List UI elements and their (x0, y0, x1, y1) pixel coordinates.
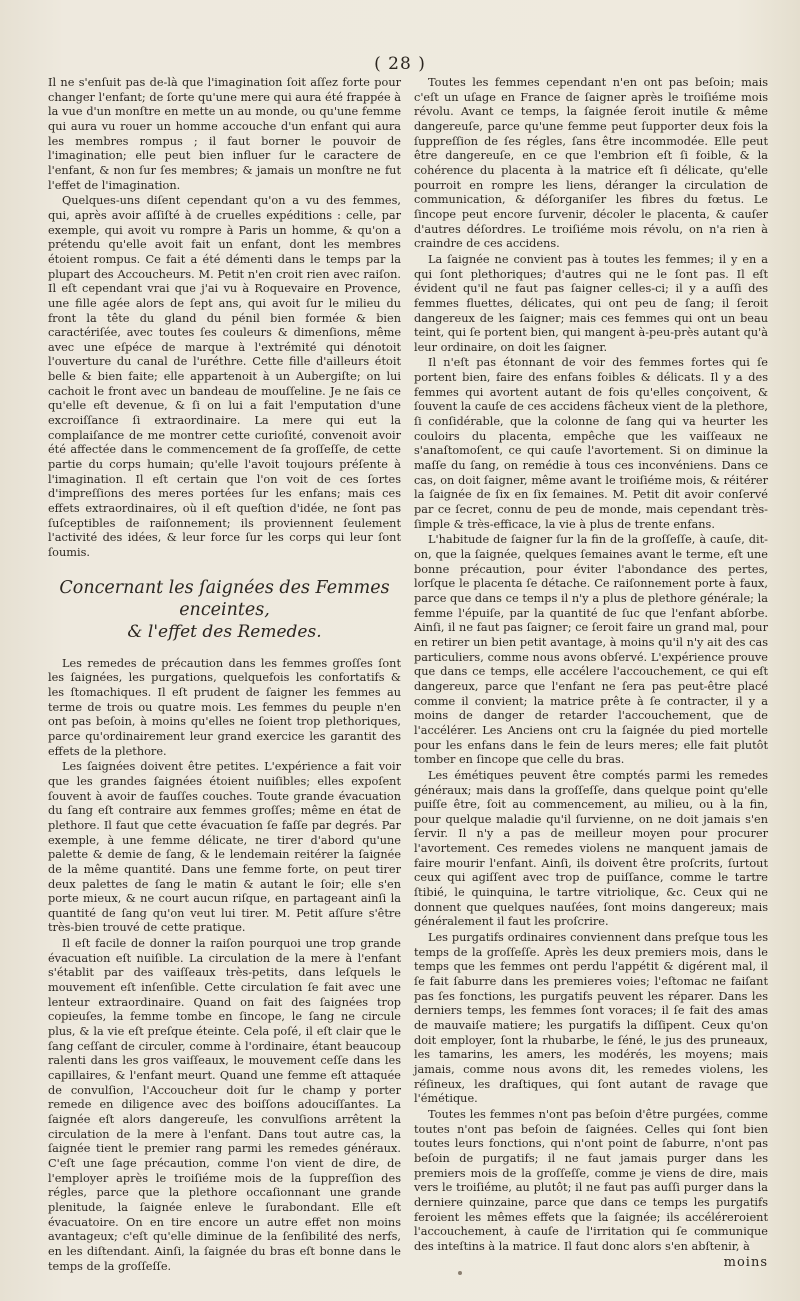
paragraph: Toutes les femmes cependant n'en ont pas beſoin; mais c'eſt un uſage en France de ſaigner après le troiſiéme mois révolu. Avant ce temps, la ſaignée ſeroit inutile & même dangereuſe, parce qu'une femme peut ſupporter deux fois la ſuppreſſion de ſes régles, ſans être incommodée. Elle peut être dangereuſe, en ce que l'embrion eſt ſi foible, & la cohérence du placenta à la matrice eſt ſi délicate, qu'elle pourroit en rompre les liens, déranger la circulation de communication, & déſorganiſer les fibres du fœtus. Le ſincope peut encore ſurvenir, décoler le placenta, & cauſer d'autres déſordres. Le troiſiéme mois révolu, on n'a rien à craindre de ces accidens. (414, 76, 768, 251)
paragraph: Il eſt facile de donner la raiſon pourquoi une trop grande évacuation eſt nuiſible. La circulation de la mere à l'enfant s'établit par des vaiſſeaux très-petits, dans leſquels le mouvement eſt inſenſible. Cette circulation ſe fait avec une lenteur extraordinaire. Quand on fait des ſaignées trop copieuſes, la femme tombe en ſincope, le ſang ne circule plus, & la vie eſt preſque éteinte. Cela poſé, il eſt clair que le ſang ceſſant de circuler, comme à l'ordinaire, étant beaucoup ralenti dans les gros vaiſſeaux, le mouvement ceſſe dans les capillaires, & l'enfant meurt. Quand une femme eſt attaquée de convulſion, l'Accoucheur doit ſur le champ y porter remede en diligence avec des boiſſons adouciſſantes. La ſaignée eſt alors dangereuſe, les convulſions arrêtent la circulation de la mere à l'enfant. Dans tout autre cas, la ſaignée tient le premier rang parmi les remedes généraux. C'eſt une ſage précaution, comme l'on vient de dire, de l'employer après le troiſiéme mois de la ſuppreſſion des régles, parce que la plethore occaſionnant une grande plenitude, la ſaignée enleve le ſurabondant. Elle eſt évacuatoire. On en tire encore un autre effet non moins avantageux; c'eſt qu'elle diminue de la ſenſibilité des nerfs, en les diſtendant. Ainſi, la ſaignée du bras eſt bonne dans le temps de la groſſeſſe. (48, 937, 401, 1273)
page-number: ( 28 ) (374, 54, 426, 74)
section-heading-line2: & l'effet des Remedes. (127, 621, 322, 642)
paragraph: Les purgatifs ordinaires conviennent dans preſque tous les temps de la groſſeſſe. Après les deux premiers mois, dans le temps que les femmes ont perdu l'appétit & digérent mal, il ſe fait ſaburre dans les premieres voies; l'eſtomac ne faiſant pas ſes fonctions, les purgatifs peuvent les réparer. Dans les derniers temps, les femmes ſont voraces; il ſe fait des amas de mauvaiſe matiere; les purgatifs la diſſipent. Ceux qu'on doit employer, ſont la rhubarbe, le ſéné, le jus des pruneaux, les tamarins, les amers, les modérés, les moyens; mais jamais, comme nous avons dit, les remedes violens, les réſineux, les draſtiques, qui ſont autant de ravage que l'émétique. (414, 931, 768, 1106)
ink-spot (458, 1271, 462, 1275)
paragraph: Les émétiques peuvent être comptés parmi les remedes généraux; mais dans la groſſeſſe, dans quelque point qu'elle puiſſe être, ſoit au commencement, au milieu, ou à la fin, pour quelque maladie qu'il ſurvienne, on ne doit jamais s'en ſervir. Il n'y a pas de meilleur moyen pour procurer l'avortement. Ces remedes violens ne manquent jamais de faire mourir l'enfant. Ainſi, ils doivent être proſcrits, ſurtout ceux qui agiſſent avec trop de puiſſance, comme le tartre ſtibié, le quinquina, le tartre vitriolique, &c. Ceux qui ne donnent que quelques nauſées, ſont moins dangereux; mais généralement il faut les proſcrire. (414, 768, 768, 929)
paragraph: Il ne s'enſuit pas de-là que l'imagination ſoit aſſez forte pour changer l'enfant; de ſorte qu'une mere qui aura été frappée à la vue d'un monſtre en mette un au monde, ou qu'une femme qui aura vu rouer un homme accouche d'un enfant qui aura les membres rompus ; il faut borner le pouvoir de l'imagination; elle peut bien influer ſur le caractere de l'enfant, & non ſur ſes membres; & jamais un monſtre ne fut l'effet de l'imagination. (48, 76, 401, 192)
paragraph: Les ſaignées doivent être petites. L'expérience a fait voir que les grandes ſaignées étoient nuiſibles; elles expoſent ſouvent à avoir de fauſſes couches. Toute grande évacuation du ſang eſt contraire aux femmes groſſes; même en état de plethore. Il faut que cette évacuation ſe faſſe par degrés. Par exemple, à une femme délicate, ne tirer d'abord qu'une palette & demie de ſang, & le lendemain reitérer la ſaignée de la même quantité. Dans une femme forte, on peut tirer deux palettes de ſang le matin & autant le ſoir; elle s'en porte mieux, & ne court aucun riſque, en partageant ainſi la quantité de ſang qu'on veut lui tirer. M. Petit aſſure s'être très-bien trouvé de cette pratique. (48, 760, 401, 935)
paragraph: L'habitude de ſaigner ſur la fin de la groſſeſſe, à cauſe, dit-on, que la ſaignée, quelques ſemaines avant le terme, eſt une bonne précaution, pour éviter l'abondance des pertes, lorſque le placenta ſe détache. Ce raiſonnement porte à faux, parce que dans ce temps il n'y a plus de plethore générale; la femme l'épuiſe, par la quantité de ſuc que l'enfant abſorbe. Ainſi, il ne faut pas ſaigner; ce ſeroit faire un grand mal, pour en retirer un bien petit avantage, à moins qu'il n'y ait des cas particuliers, comme nous avons obſervé. L'expérience prouve que dans ce temps, elle accélere l'accouchement, ce qui eſt dangereux, parce que l'enfant ne ſera pas peut-être placé comme il convient; la matrice prête à ſe contracter, il y a moins de danger de retarder l'accouchement, que de l'accélérer. Les Anciens ont cru la ſaignée du pied mortelle pour les enfans dans le fein de leurs meres; elle fait plutôt tomber en ſincope que celle du bras. (414, 533, 768, 767)
paragraph: Les remedes de précaution dans les femmes groſſes ſont les ſaignées, les purgations, quelquefois les confortatifs & les ſtomachiques. Il eſt prudent de ſaigner les femmes au terme de trois ou quatre mois. Les femmes du peuple n'en ont pas beſoin, à moins qu'elles ne ſoient trop plethoriques, parce qu'ordinairement leur grand exercice les garantit des effets de la plethore. (48, 656, 401, 758)
section-heading (48, 577, 401, 643)
paragraph: Toutes les femmes n'ont pas beſoin d'être purgées, comme toutes n'ont pas beſoin de ſaignées. Celles qui ſont bien toutes leurs fonctions, qui n'ont point de ſaburre, n'ont pas beſoin de purgatifs; il ne faut jamais purger dans les premiers mois de la groſſeſſe, comme je viens de dire, mais vers le troiſiéme, au plutôt; il ne faut pas auſſi purger dans la derniere quinzaine, parce que dans ce temps les purgatifs feroient les mêmes effets que la ſaignée; ils accéléreroient l'accouchement, à cauſe de l'irritation qui ſe communique des inteſtins à la matrice. Il faut donc alors s'en abſtenir, à (414, 1107, 768, 1253)
paragraph: La ſaignée ne convient pas à toutes les femmes; il y en a qui ſont plethoriques; d'autres qui ne le ſont pas. Il eſt évident qu'il ne faut pas ſaigner celles-ci; il y a auſſi des femmes fluettes, délicates, qui ont peu de ſang; il ſeroit dangereux de les ſaigner; mais ces femmes qui ont un beau teint, qui ſe portent bien, qui mangent à-peu-près autant qu'à leur ordinaire, on doit les ſaigner. (414, 252, 768, 354)
left-column (48, 76, 401, 1275)
paragraph: Quelques-uns diſent cependant qu'on a vu des femmes, qui, après avoir aſſiſté à de cruelles expéditions : celle, par exemple, qui avoit vu rompre à Paris un homme, & qu'on a prétendu qu'elle avoit fait un enfant, dont les membres étoient rompus. Ce fait a été démenti dans le temps par la plupart des Accoucheurs. M. Petit n'en croit rien avec raiſon. Il eſt cependant vrai que j'ai vu à Roquevaire en Provence, une fille agée alors de ſept ans, qui avoit ſur le milieu du front la tête du gland du pénil bien formée & bien caractériſée, avec toutes ſes couleurs & dimenſions, même avec une eſpéce de marque à l'extrémité qui dénotoit l'ouverture du canal de l'uréthre. Cette fille d'ailleurs étoit belle & bien faite; elle appartenoit à un Aubergiſte; on lui cachoit le front avec un bandeau de mouſſeline. Je ne ſais ce qu'elle eſt devenue, & ſi on lui a fait l'emputation d'une excroiſſance ſi extraordinaire. La mere qui eut la complaiſance de me montrer cette curioſité, convenoit avoir été affectée dans le commencement de ſa groſſeſſe, de cette partie du corps humain; qu'elle l'avoit toujours préſente à l'imagination. Il eſt certain que l'on voit de ces ſortes d'impreſſions des meres portées ſur les enfans; mais ces effets extraordinaires, où il eſt queſtion d'idée, ne ſont pas ſuſceptibles de raiſonnement; ils proviennent ſeulement l'activité des idées, & leur force ſur les corps qui leur ſont ſoumis. (48, 194, 401, 559)
catchword: moins (723, 1254, 768, 1270)
right-column (414, 76, 768, 1270)
paragraph: Il n'eſt pas étonnant de voir des femmes fortes qui ſe portent bien, faire des enfans foibles & délicats. Il y a des femmes qui avortent autant de fois qu'elles conçoivent, & ſouvent la cauſe de ces accidens fâcheux vient de la plethore, ſi conſidérable, que la colonne de ſang qui va heurter les couloirs du placenta, empêche que les vaiſſeaux ne s'anaſtomoſent, ce qui cauſe l'avortement. Si on diminue la maſſe du ſang, on remédie à tous ces inconvéniens. Dans ce cas, on doit ſaigner, même avant le troiſiéme mois, & réitérer la ſaignée de ſix en ſix ſemaines. M. Petit dit avoir conſervé par ce ſecret, connu de peu de monde, mais cependant très-ſimple & très-efficace, la vie à plus de trente enfans. (414, 356, 768, 531)
section-heading-line1: Concernant les ſaignées des Femmes enceintes, (59, 577, 390, 620)
